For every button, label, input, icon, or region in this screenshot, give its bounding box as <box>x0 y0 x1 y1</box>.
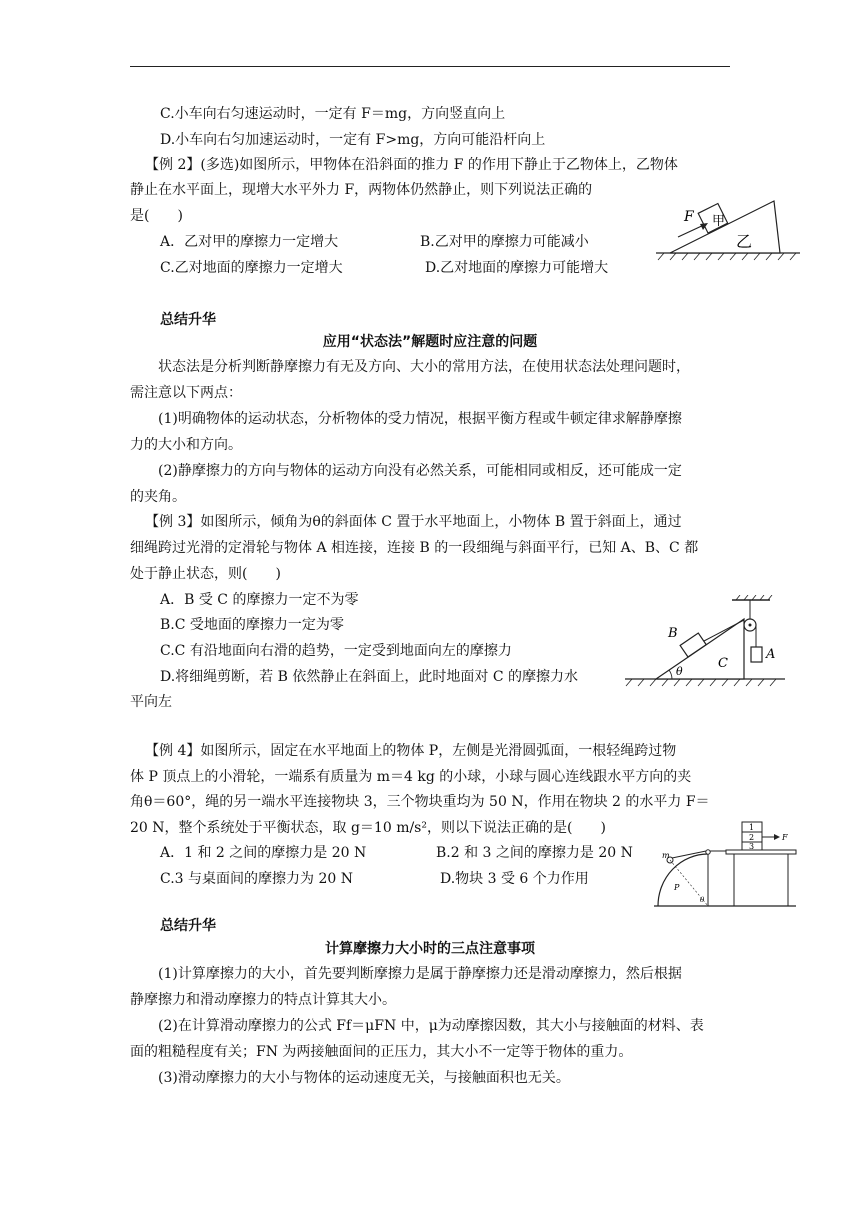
example-4-stem: 角θ＝60°，绳的另一端水平连接物块 3，三个物块重均为 50 N，作用在物块 2 的水平力 F＝ <box>130 794 710 810</box>
option-d: D.小车向右匀加速运动时，一定有 F>mg，方向可能沿杆向上 <box>160 132 546 148</box>
summary-text: 静摩擦力和滑动摩擦力的特点计算其大小。 <box>130 992 396 1008</box>
angle-label: θ <box>676 665 683 678</box>
body-p-label: P <box>674 883 680 892</box>
example-4-stem: 【例 4】如图所示，固定在水平地面上的物体 P，左侧是光滑圆弧面，一根轻绳跨过物 <box>145 743 677 759</box>
summary-heading: 总结升华 <box>160 312 216 328</box>
option-a: A．1 和 2 之间的摩擦力是 20 N <box>160 845 367 861</box>
summary-text: (2)在计算滑动摩擦力的公式 Ff＝μFN 中，μ为动摩擦因数，其大小与接触面的材料、表 <box>158 1018 704 1034</box>
summary-text: 力的大小和方向。 <box>130 437 242 453</box>
option-c: C.3 与桌面间的摩擦力为 20 N <box>160 871 353 887</box>
summary-text: (1)明确物体的运动状态，分析物体的受力情况，根据平衡方程或牛顿定律求解静摩擦 <box>158 411 682 427</box>
option-c: C.小车向右匀速运动时，一定有 F＝mg，方向竖直向上 <box>160 106 506 122</box>
example-4-stem: 20 N，整个系统处于平衡状态，取 g＝10 m/s²，则以下说法正确的是( ) <box>130 820 606 836</box>
example-2-stem: 是( ) <box>130 208 183 224</box>
example-3-stem: 【例 3】如图所示，倾角为θ的斜面体 C 置于水平地面上，小物体 B 置于斜面上，通过 <box>145 514 682 530</box>
summary-text: 状态法是分析判断静摩擦力有无及方向、大小的常用方法，在使用状态法处理问题时， <box>158 359 690 375</box>
summary-text: 面的粗糙程度有关；FN 为两接触面间的正压力，其大小不一定等于物体的重力。 <box>130 1044 633 1060</box>
block-2-label: 2 <box>749 833 755 842</box>
arc-blocks-figure <box>650 820 800 910</box>
example-2-stem: 【例 2】(多选)如图所示，甲物体在沿斜面的推力 F 的作用下静止于乙物体上，乙物体 <box>145 157 678 173</box>
example-2-stem: 静止在水平面上，现增大水平外力 F，两物体仍然静止，则下列说法正确的 <box>130 182 593 198</box>
block-3-label: 3 <box>749 842 755 851</box>
option-c: C.C 有沿地面向右滑的趋势，一定受到地面向左的摩擦力 <box>160 643 512 659</box>
pulley-incline-figure <box>620 595 790 690</box>
option-b: B.C 受地面的摩擦力一定为零 <box>160 617 344 633</box>
option-a: A．B 受 C 的摩擦力一定不为零 <box>160 592 359 608</box>
option-b: B.2 和 3 之间的摩擦力是 20 N <box>436 845 633 861</box>
option-d: D.乙对地面的摩擦力可能增大 <box>425 260 609 276</box>
force-label: F <box>782 833 788 842</box>
block-a-label: A <box>766 647 776 662</box>
option-c: C.乙对地面的摩擦力一定增大 <box>160 260 343 276</box>
option-d: D.将细绳剪断，若 B 依然静止在斜面上，此时地面对 C 的摩擦力水 <box>160 669 578 685</box>
summary-text: 需注意以下两点： <box>130 385 242 401</box>
block-upper-label: 甲 <box>712 214 726 229</box>
ball-m-label: m <box>662 851 670 860</box>
example-3-stem: 细绳跨过光滑的定滑轮与物体 A 相连接，连接 B 的一段细绳与斜面平行，已知 A、B、C 都 <box>130 540 699 556</box>
option-d: 平向左 <box>130 694 172 710</box>
incline-figure <box>650 195 810 263</box>
header-rule <box>130 66 730 67</box>
option-b: B.乙对甲的摩擦力可能减小 <box>420 234 589 250</box>
example-4-stem: 体 P 顶点上的小滑轮，一端系有质量为 m＝4 kg 的小球，小球与圆心连线跟水平方向的夹 <box>130 769 692 785</box>
summary-title: 应用“状态法”解题时应注意的问题 <box>322 334 538 350</box>
force-label: F <box>684 209 694 225</box>
option-d: D.物块 3 受 6 个力作用 <box>440 871 589 887</box>
summary-text: (2)静摩擦力的方向与物体的运动方向没有必然关系，可能相同或相反，还可能成一定 <box>158 463 682 479</box>
summary-heading: 总结升华 <box>160 918 216 934</box>
summary-text: (1)计算摩擦力的大小，首先要判断摩擦力是属于静摩擦力还是滑动摩擦力，然后根据 <box>158 966 682 982</box>
summary-title: 计算摩擦力大小时的三点注意事项 <box>325 941 535 957</box>
angle-label: θ <box>700 896 705 904</box>
summary-text: 的夹角。 <box>130 489 186 505</box>
summary-text: (3)滑动摩擦力的大小与物体的运动速度无关，与接触面积也无关。 <box>158 1070 570 1086</box>
option-a: A．乙对甲的摩擦力一定增大 <box>160 234 339 250</box>
block-lower-label: 乙 <box>736 232 753 251</box>
block-1-label: 1 <box>749 823 755 832</box>
block-b-label: B <box>668 626 678 641</box>
wedge-c-label: C <box>718 656 728 671</box>
example-3-stem: 处于静止状态，则( ) <box>130 566 281 582</box>
